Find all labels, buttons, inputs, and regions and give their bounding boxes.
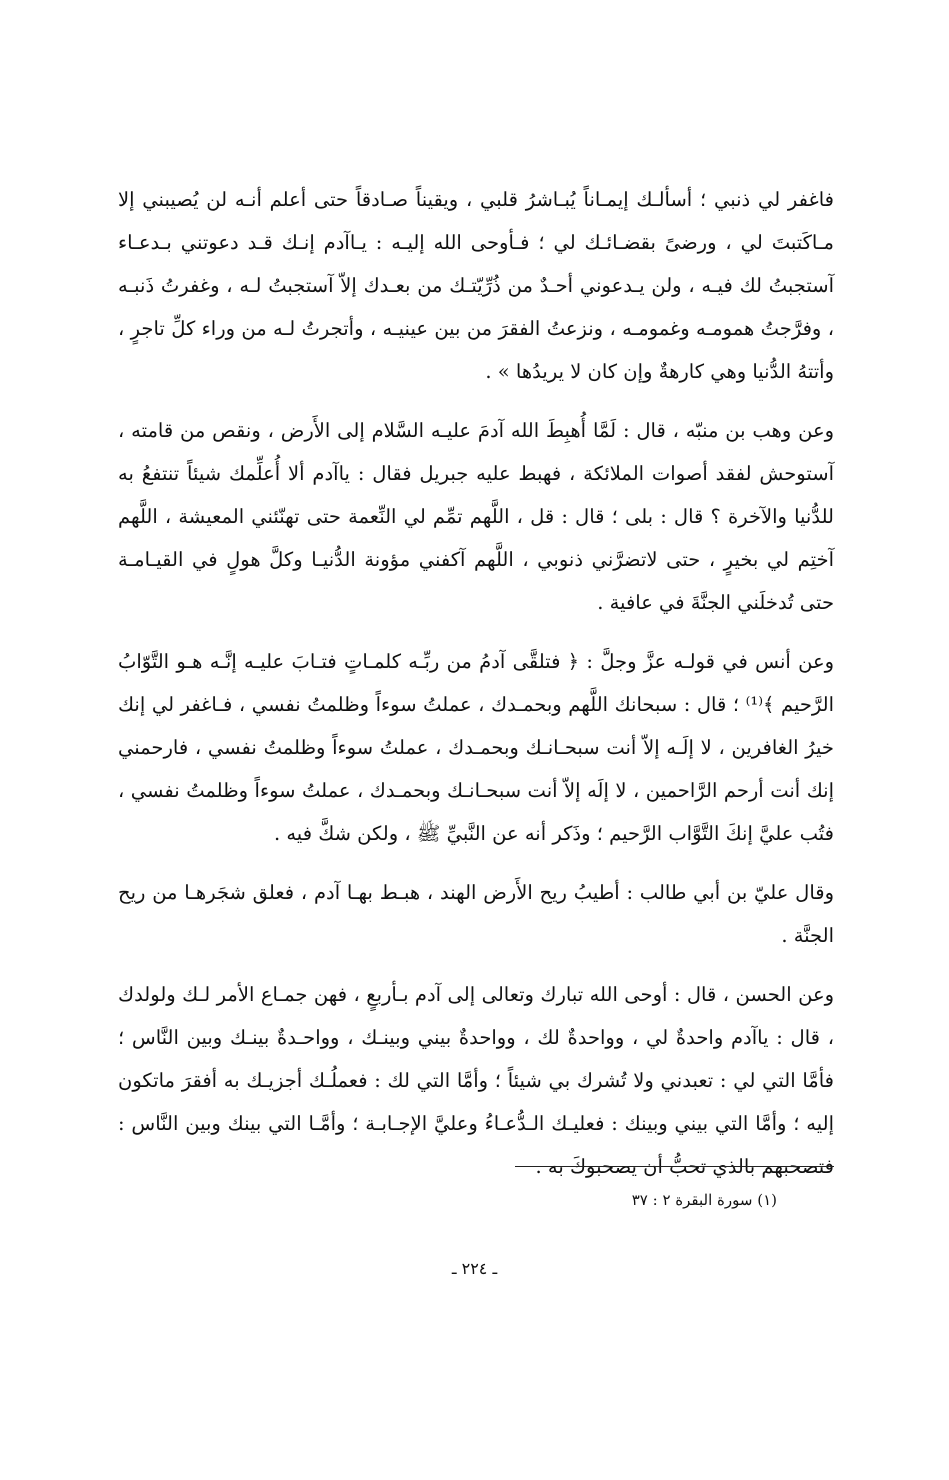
footnote: (١) سورة البقرة ٢ : ٣٧	[631, 1191, 777, 1209]
paragraph-prayer-adam: فاغفر لي ذنبي ؛ أسألـك إيمـاناً يُبـاشرُ قلبي ، ويقيناً صـادقاً حتى أعلم أنـه لن يُصيبني إلا مـاكَتبتَ لي ، ورضىً بقضـائـك لي ؛ فـأوحى الله إليـه : يـاآدم إنـك قـد دعوتني بـدعـاء آستجبتُ لك فيـه ، ولن يـدعوني أحـدٌ من ذُرِّيّتـك من بعـدك إلاّ آستجبتُ لـه ، وغفرتُ ذَنبـه ، وفرَّجتُ همومـه وغمومـه ، ونزعتُ الفقرَ من بين عينيـه ، وأتجرتُ لـه من وراء كلِّ تاجرٍ ، وأتتهُ الدُّنيا وهي كارهةٌ وإن كان لا يريدُها » .	[118, 188, 834, 383]
footnote-divider	[515, 1166, 834, 1167]
paragraph-anas: وعن أنس في قولـه عزَّ وجلَّ : ﴿ فتلقَّى آدمُ من ربِّـه كلمـاتٍ فتـابَ عليـه إنَّـه هـو التَّوّابُ الرَّحيم ﴾⁽¹⁾ ؛ قال : سبحانك اللَّهم وبحمـدك ، عملتُ سوءاً وظلمتُ نفسي ، فـاغفر لي إنك خيرُ الغافرين ، لا إلَـه إلاّ أنت سبحـانـك وبحمـدك ، عملتُ سوءاً وظلمتُ نفسي ، فارحمني إنك أنت أرحم الرَّاحمين ، لا إلَه إلاّ أنت سبحـانـك وبحمـدك ، عملتُ سوءاً وظلمتُ نفسي ، فتُب عليَّ إنكَ التَّوَّاب الرَّحيم ؛ وذَكر أنه عن النَّبيِّ ﷺ ، ولكن شكَّ فيه .	[118, 650, 834, 845]
paragraph-wahb-ibn-munabbih: وعن وهب بن منبّه ، قال : لَمَّا أُهبِطَ الله آدمَ عليـه السَّلام إلى الأَرض ، ونقص من قامته ، آستوحش لفقد أصوات الملائكة ، فهبط عليه جبريل فقال : ياآدم ألا أُعلِّمك شيئاً تنتفعُ به للدُّنيا والآخرة ؟ قال : بلى ؛ قال : قل ، اللَّهم تمِّم لي النِّعمة حتى تهنّئني المعيشة ، اللَّهم آختِم لي بخيرٍ ، حتى لاتضرَّني ذنوبي ، اللَّهم آكفني مؤونة الدُّنيـا وكلَّ هولٍ في القيـامـة حتى تُدخلَني الجنَّةَ في عافية .	[118, 419, 834, 614]
paragraph-ali-ibn-abi-talib: وقال عليّ بن أبي طالب : أطيبُ ريح الأَرض الهند ، هبـط بهـا آدم ، فعلق شجَرهـا من ريح الجنَّة .	[118, 881, 834, 947]
page-number: ـ ٢٢٤ ـ	[451, 1259, 498, 1278]
main-text	[118, 178, 834, 1188]
paragraph-al-hasan: وعن الحسن ، قال : أوحى الله تبارك وتعالى إلى آدم بـأربعٍ ، فهن جمـاع الأمر لـك ولولدك ، قال : ياآدم واحدةٌ لي ، وواحدةٌ لك ، وواحدةٌ بيني وبينـك ، وواحـدةٌ بينـك وبين النَّاس ؛ فأمَّا التي لي : تعبدني ولا تُشرك بي شيئاً ؛ وأمَّا التي لك : فعملُـك أجزيـك به أفقرَ ماتكون إليه ؛ وأمَّا التي بيني وبينك : فعليـك الـدُّعـاءُ وعليَّ الإجـابـة ؛ وأمَّـا التي بينك وبين النَّاس : فتصحبهم بالذي تحبُّ أن يصحبوكَ به .	[118, 983, 834, 1178]
